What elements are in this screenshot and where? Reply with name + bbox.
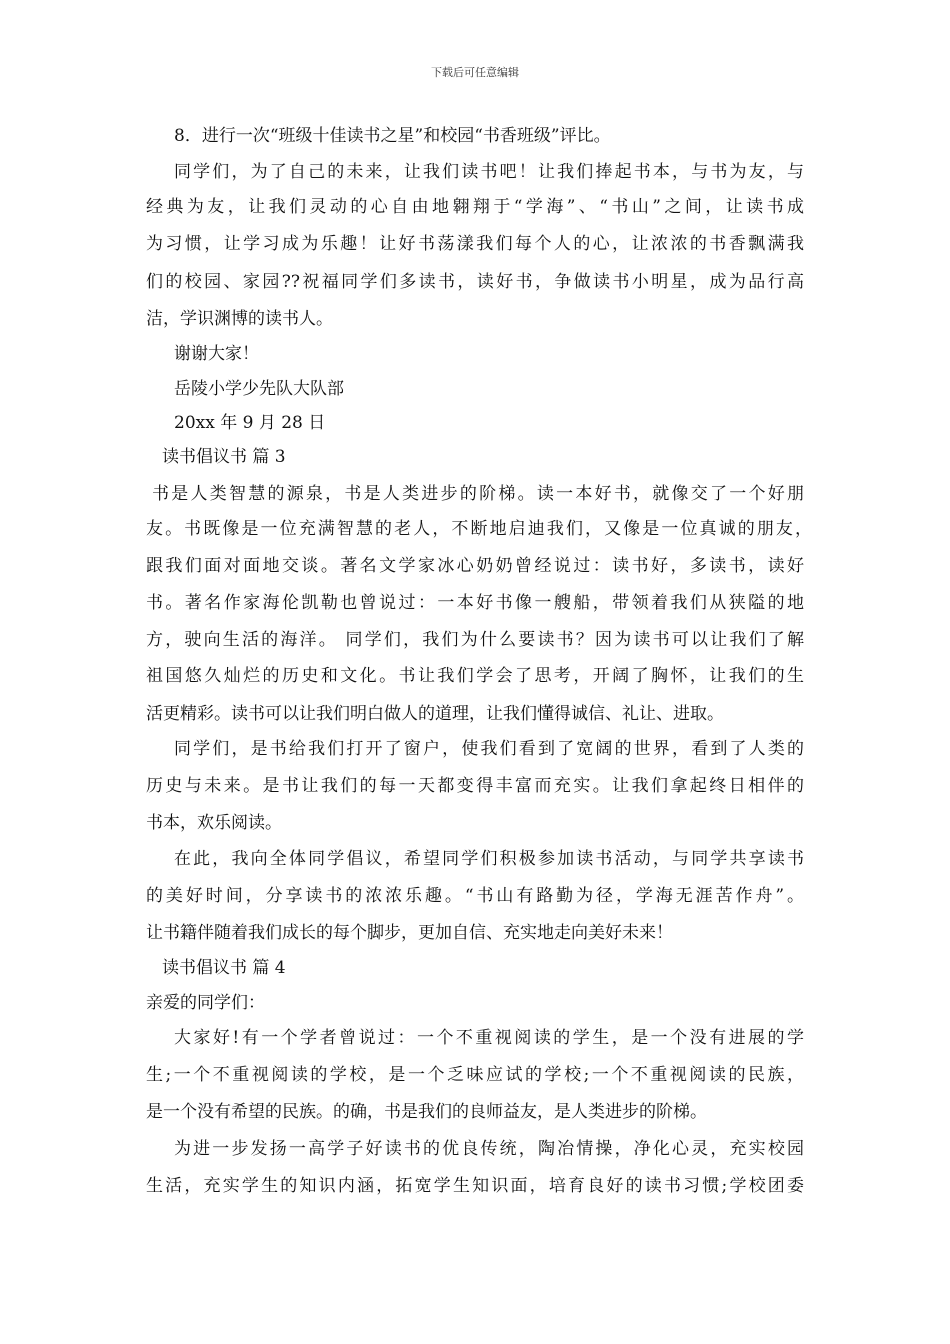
text-line: 洁，学识渊博的读书人。 (146, 309, 333, 329)
text-line: 书。著名作家海伦凯勒也曾说过：一本好书像一艘船，带领着我们从狭隘的地 (146, 593, 804, 613)
text-line: 的美好时间，分享读书的浓浓乐趣。“书山有路勤为径，学海无涯苦作舟”。 (146, 886, 804, 906)
text-line: 大家好!有一个学者曾说过：一个不重视阅读的学生，是一个没有进展的学 (174, 1028, 804, 1048)
text-line: 历史与未来。是书让我们的每一天都变得丰富而充实。让我们拿起终日相伴的 (146, 776, 804, 796)
text-line: 让书籍伴随着我们成长的每个脚步，更加自信、充实地走向美好未来！ (146, 923, 673, 943)
text-line: 们的校园、家园??祝福同学们多读书，读好书，争做读书小明星，成为品行高 (146, 272, 804, 292)
text-line: 同学们，是书给我们打开了窗户，使我们看到了宽阔的世界，看到了人类的 (174, 739, 804, 759)
text-line: 20xx 年 9 月 28 日 (174, 413, 326, 433)
page-header: 下载后可任意编辑 (431, 66, 519, 79)
text-line: 方，驶向生活的海洋。 同学们，我们为什么要读书？因为读书可以让我们了解 (146, 630, 804, 650)
text-line: 跟我们面对面地交谈。著名文学家冰心奶奶曾经说过：读书好，多读书，读好 (146, 556, 804, 576)
text-line: 为进一步发扬一高学子好读书的优良传统，陶冶情操，净化心灵，充实校园 (174, 1139, 804, 1159)
text-line: 生活，充实学生的知识内涵，拓宽学生知识面，培育良好的读书习惯;学校团委 (146, 1176, 804, 1196)
text-line: 经典为友，让我们灵动的心自由地翱翔于“学海”、“书山”之间，让读书成 (146, 197, 804, 217)
section-heading: 读书倡议书 篇 4 (162, 958, 286, 978)
text-line: 谢谢大家！ (174, 344, 259, 364)
text-line: 友。书既像是一位充满智慧的老人，不断地启迪我们，又像是一位真诚的朋友， (146, 519, 812, 539)
text-line: 岳陵小学少先队大队部 (174, 379, 344, 399)
text-line: 生;一个不重视阅读的学校，是一个乏味应试的学校;一个不重视阅读的民族， (146, 1065, 804, 1085)
text-line: 祖国悠久灿烂的历史和文化。书让我们学会了思考，开阔了胸怀，让我们的生 (146, 666, 804, 686)
text-line: 同学们，为了自己的未来，让我们读书吧！让我们捧起书本，与书为友，与 (174, 162, 804, 182)
text-line: 亲爱的同学们： (146, 993, 265, 1013)
text-line: 在此，我向全体同学倡议，希望同学们积极参加读书活动，与同学共享读书 (174, 849, 804, 869)
text-line: 8．进行一次“班级十佳读书之星”和校园“书香班级”评比。 (174, 126, 611, 146)
text-line: 是一个没有希望的民族。的确，书是我们的良师益友，是人类进步的阶梯。 (146, 1102, 707, 1122)
text-line: 书本，欢乐阅读。 (146, 813, 282, 833)
text-line: 为习惯，让学习成为乐趣！让好书荡漾我们每个人的心，让浓浓的书香飘满我 (146, 234, 804, 254)
text-line: 活更精彩。读书可以让我们明白做人的道理，让我们懂得诚信、礼让、进取。 (146, 704, 724, 724)
section-heading: 读书倡议书 篇 3 (162, 447, 286, 467)
text-line: 书是人类智慧的源泉，书是人类进步的阶梯。读一本好书，就像交了一个好朋 (152, 484, 804, 504)
